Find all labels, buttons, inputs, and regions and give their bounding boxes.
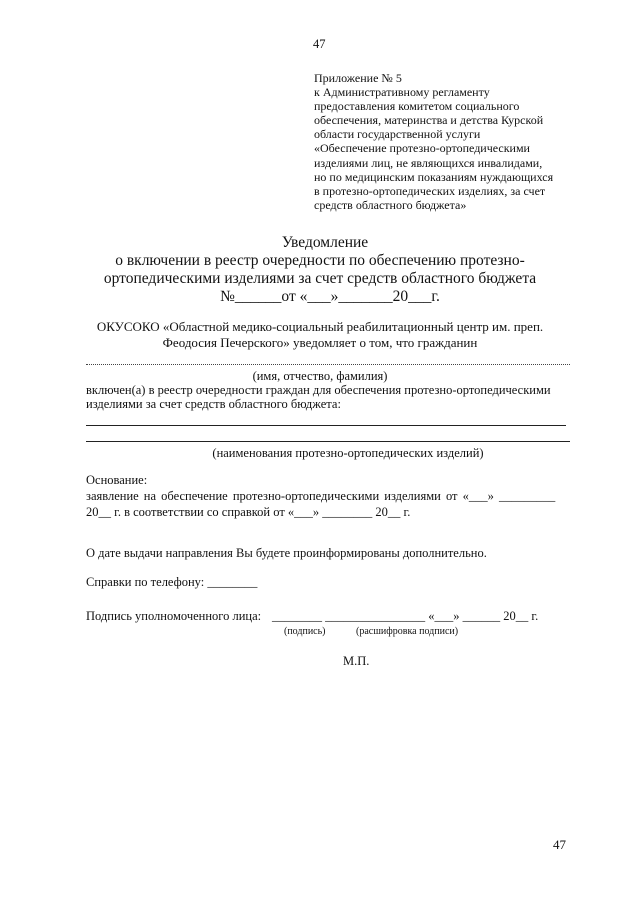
notice-subtitle-line1: о включении в реестр очередности по обеспечению протезно- — [115, 252, 525, 269]
basis-label: Основание: — [86, 473, 148, 487]
appendix-line: изделиями лиц, не являющихся инвалидами, — [314, 155, 543, 170]
page-number-bottom: 47 — [553, 837, 566, 852]
products-underline-1 — [86, 425, 566, 426]
decode-caption: (расшифровка подписи) — [356, 626, 459, 637]
name-underline — [86, 364, 570, 365]
signature-caption: (подпись) — [284, 626, 326, 637]
appendix-line: предоставления комитетом социального — [314, 99, 520, 114]
basis-line-1: заявление на обеспечение протезно-ортопедическими изделиями от «___» _________ — [86, 489, 556, 503]
signature-blanks: ________ ________________ «___» ______ 20__ г. — [272, 609, 539, 623]
name-caption: (имя, отчество, фамилия) — [252, 369, 388, 383]
appendix-line: в протезно-ортопедических изделиях, за счет — [314, 183, 546, 198]
stamp-placeholder: М.П. — [343, 654, 370, 668]
included-line-1: включен(а) в реестр очередности граждан для обеспечения протезно-ортопедическими — [86, 383, 551, 397]
notice-title: Уведомление — [281, 234, 369, 251]
page-number-top: 47 — [313, 37, 326, 51]
products-caption: (наименования протезно-ортопедических изделий) — [212, 446, 484, 460]
appendix-line: но по медицинским показаниям нуждающихся — [314, 169, 554, 184]
appendix-line: обеспечения, материнства и детства Курской — [314, 113, 544, 128]
phone-line: Справки по телефону: ________ — [86, 575, 258, 589]
appendix-line: области государственной услуги — [314, 127, 481, 142]
org-line-1: ОКУСОКО «Областной медико-социальный реабилитационный центр им. преп. — [96, 319, 544, 334]
products-underline-2 — [86, 441, 570, 442]
appendix-block — [314, 71, 553, 212]
appendix-line: к Административному регламенту — [314, 85, 490, 100]
appendix-line: Приложение № 5 — [314, 71, 402, 85]
included-line-2: изделиями за счет средств областного бюджета: — [86, 397, 341, 411]
appendix-line: средств областного бюджета» — [314, 197, 467, 212]
basis-line-2: 20__ г. в соответствии со справкой от «___» ________ 20__ г. — [86, 505, 411, 519]
signature-label: Подпись уполномоченного лица: — [86, 609, 262, 623]
appendix-line: «Обеспечение протезно-ортопедическими — [314, 141, 530, 156]
org-line-2: Феодосия Печерского» уведомляет о том, что гражданин — [162, 335, 478, 350]
notice-number-line: №______от «___»_______20___г. — [220, 288, 440, 305]
notice-subtitle-line2: ортопедическими изделиями за счет средств областного бюджета — [103, 270, 537, 287]
info-line: О дате выдачи направления Вы будете проинформированы дополнительно. — [86, 546, 487, 560]
